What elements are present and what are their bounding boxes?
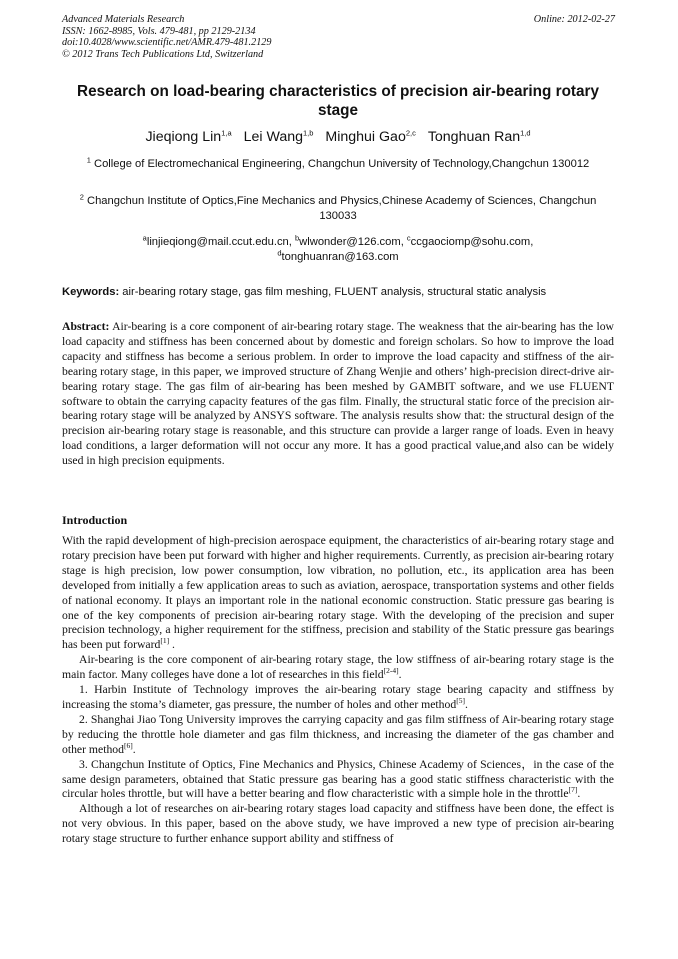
paragraph-tail: . xyxy=(577,787,581,801)
citation: [5] xyxy=(456,696,465,706)
email-sup: b xyxy=(295,233,300,243)
paragraph-tail: . xyxy=(169,638,175,652)
section-heading: Introduction xyxy=(62,513,128,527)
author-name: Jieqiong Lin xyxy=(145,129,222,145)
abstract xyxy=(62,320,614,469)
citation: [7] xyxy=(568,785,578,795)
affiliation-text: College of Electromechanical Engineering, Changchun University of Technology,Changchun 130012 xyxy=(94,158,590,170)
paragraph-text: 1. Harbin Institute of Technology improves the air-bearing rotary stage bearing capacity and stiffness by increasing the stoma’s diameter, gas pressure, the number of holes and other method xyxy=(62,683,614,711)
author xyxy=(325,129,415,145)
paragraph-text: 3. Changchun Institute of Optics, Fine Mechanics and Physics, Chinese Academy of Sciences，in the case of the same design parameters, obtained that Static pressure gas bearing has a good static stiffness characteristic with the circular holes throttle, but will have a better bearing and flow characteristic with a simple hole in the throttle xyxy=(62,757,614,801)
abstract-label: Abstract: xyxy=(62,320,110,333)
paragraph-tail: . xyxy=(132,742,136,756)
paragraph-text: Air-bearing is the core component of air-bearing rotary stage, the low stiffness of air-bearing rotary stage is the main factor. Many colleges have done a lot of researches in this field xyxy=(62,653,614,682)
online-date: Online: 2012-02-27 xyxy=(533,14,615,25)
keywords-text: air-bearing rotary stage, gas film meshing, FLUENT analysis, structural static analysis xyxy=(119,286,547,298)
paragraph-text: With the rapid development of high-precision aerospace equipment, the characteristics of air-bearing rotary stage and rotary precision have been put forward with higher and higher requirements. Currently, as precision air-bearing rotary stage is high precision, low power consumption, low vibration, no pollution, etc., its application area has been developed from initially a few application areas to such as aviation, aerospace, transportation systems and other fields of national economy. It plays an important role in the national economic construction. Static pressure gas bearing is one of the key components of precision air-bearing rotary stage. With the developing of the precision and super precision technology, a higher requirement for the stiffness, precision and stability of the Static pressure gas bearings has been put forward xyxy=(62,534,614,652)
keywords-label: Keywords: xyxy=(62,286,120,298)
paragraph xyxy=(62,758,614,803)
author xyxy=(428,129,531,145)
author-sup: 1,d xyxy=(520,128,531,138)
affiliation-1 xyxy=(62,157,614,172)
paragraph-tail: . xyxy=(398,668,402,682)
journal-header xyxy=(62,14,271,60)
paragraph xyxy=(62,802,614,847)
author-name: Tonghuan Ran xyxy=(427,129,521,145)
affiliation-num: 2 xyxy=(79,192,84,202)
affiliation-2 xyxy=(62,194,614,223)
abstract-text: Air-bearing is a core component of air-bearing rotary stage. The weakness that the air-bearing has the low load capacity and stiffness has been concerned about by domestic and foreign scholars. So how to improve the load capacity and stiffness has become a serious problem. In order to improve the load capacity and stiffness of the air-bearing rotary stage, in this paper, we improved structure of Zhang Wenjie and others’ high-precision direct-drive air-bearing rotary stage. The gas film of air-bearing has been meshed by GAMBIT software, and we use FLUENT software to obtain the carrying capacity features of the gas film. Finally, the structural static force of the precision air-bearing rotary stage will be analyzed by ANSYS software. The analysis results show that: the structural design of the precision air-bearing rotary stage is reasonable, and this structure can provide a larger range of loads. Even in heavy load conditions, a larger deformation will not occur any more. It has a good practical value,and also can be widely used in high precision equipments. xyxy=(62,320,614,468)
email-link[interactable]: ccgaociomp@sohu.com, xyxy=(410,236,534,248)
author-sup: 1,b xyxy=(303,128,314,138)
paragraph xyxy=(62,534,614,653)
email-link[interactable]: wlwonder@126.com, xyxy=(299,236,407,248)
introduction-body xyxy=(62,534,614,847)
paragraph xyxy=(62,683,614,713)
copyright-line: © 2012 Trans Tech Publications Ltd, Switzerland xyxy=(62,48,264,60)
citation: [1] xyxy=(160,636,170,646)
email-list xyxy=(62,235,614,264)
email-link[interactable]: linjieqiong@mail.ccut.edu.cn, xyxy=(146,236,295,248)
author-list xyxy=(62,128,614,146)
email-sup: c xyxy=(406,233,411,243)
paragraph xyxy=(62,653,614,683)
keywords xyxy=(62,285,614,299)
affiliation-num: 1 xyxy=(86,155,91,165)
author-name: Minghui Gao xyxy=(325,129,406,145)
author-sup: 1,a xyxy=(221,128,232,138)
paragraph-text: Although a lot of researches on air-bearing rotary stages load capacity and stiffness have been done, the effect is not very obvious. In this paper, based on the above study, we have improved a new type of precision air-bearing rotary stage structure to further enhance support ability and stiffness of xyxy=(62,802,614,846)
paper-title: Research on load-bearing characteristics of precision air-bearing rotary stage xyxy=(77,83,599,119)
paragraph-text: 2. Shanghai Jiao Tong University improves the carrying capacity and gas film stiffness of Air-bearing rotary stage by reducing the throttle hole diameter and gas film thickness, and increasing the diameter of the gas chamber and other method xyxy=(62,712,614,756)
author xyxy=(145,129,231,145)
doi-line: doi:10.4028/www.scientific.net/AMR.479-481.2129 xyxy=(62,37,272,48)
paragraph-tail: . xyxy=(464,697,468,711)
author-sup: 2,c xyxy=(405,128,416,138)
citation: [6] xyxy=(124,740,133,750)
issn-line: ISSN: 1662-8985, Vols. 479-481, pp 2129-2134 xyxy=(62,25,256,37)
author-name: Lei Wang xyxy=(243,129,303,145)
email-sup: d xyxy=(277,247,282,257)
email-link[interactable]: tonghuanran@163.com xyxy=(281,250,399,263)
author xyxy=(244,129,314,145)
paragraph xyxy=(62,713,614,758)
email-sup: a xyxy=(142,233,147,243)
citation: [2-4] xyxy=(383,666,399,676)
journal-name: Advanced Materials Research xyxy=(62,14,185,25)
affiliation-text: Changchun Institute of Optics,Fine Mechanics and Physics,Chinese Academy of Sciences, Changchun 130033 xyxy=(86,195,597,222)
